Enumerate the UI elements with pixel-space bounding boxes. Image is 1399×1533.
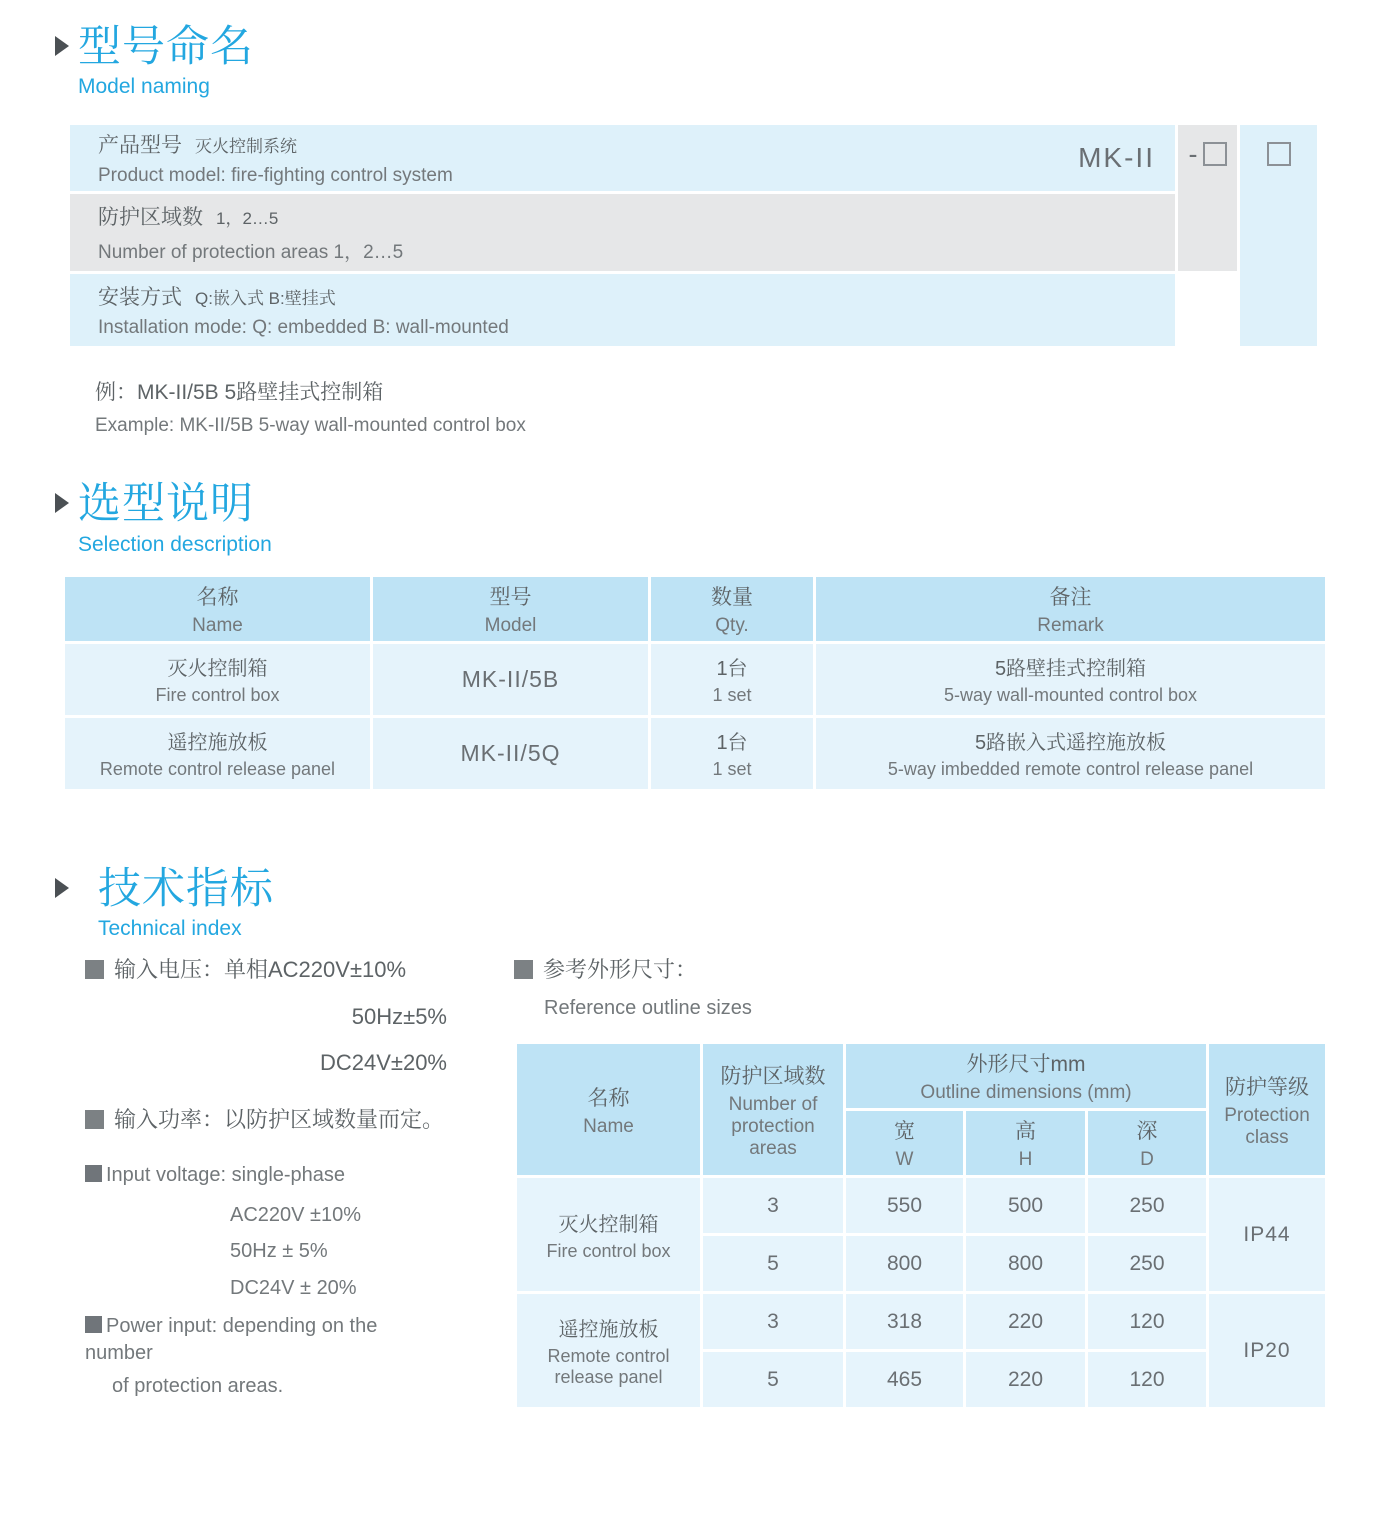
square-bullet-icon bbox=[85, 1110, 104, 1129]
qty-zh: 1台 bbox=[716, 732, 748, 755]
cell-qty bbox=[651, 644, 813, 715]
cell-qty bbox=[651, 718, 813, 789]
model-value: MK-II/5Q bbox=[460, 739, 561, 766]
row-labels bbox=[98, 201, 403, 264]
cell-height: 800 bbox=[966, 1236, 1085, 1291]
model-naming-header bbox=[55, 24, 1399, 99]
technical-titles bbox=[98, 866, 274, 941]
header-en: W bbox=[895, 1149, 914, 1171]
spec-voltage-dc24-zh: DC24V±20% bbox=[319, 1050, 447, 1076]
cell-height: 500 bbox=[966, 1178, 1085, 1233]
col-header-depth bbox=[1088, 1111, 1206, 1175]
cell-name bbox=[65, 718, 370, 789]
model-code: MK-II bbox=[1078, 142, 1155, 174]
col-header-remark bbox=[816, 577, 1325, 641]
label-main: 安装方式 bbox=[98, 286, 182, 310]
header-zh: 名称 bbox=[196, 585, 239, 609]
row-label-zh bbox=[98, 281, 509, 311]
cell-protection-class: IP44 bbox=[1209, 1178, 1325, 1291]
label-desc: Q:嵌入式 B:壁挂式 bbox=[195, 289, 336, 309]
name-en: Remote control release panel bbox=[547, 1346, 670, 1388]
selection-titles bbox=[78, 481, 272, 556]
name-en: Fire control box bbox=[546, 1240, 671, 1261]
header-zh: 备注 bbox=[1049, 585, 1092, 609]
section-marker-icon bbox=[55, 493, 69, 513]
diagram-row-product-model bbox=[70, 125, 1175, 191]
placeholder-box-icon bbox=[1203, 142, 1227, 166]
col-header-name bbox=[517, 1044, 700, 1175]
section-title-zh: 型号命名 bbox=[78, 23, 254, 71]
header-zh: 名称 bbox=[587, 1086, 630, 1110]
row-labels bbox=[98, 281, 509, 339]
model-value: MK-II/5B bbox=[461, 665, 560, 692]
header-en: Number of protection areas bbox=[728, 1093, 818, 1159]
header-en: D bbox=[1140, 1149, 1154, 1171]
spec-voltage-dc24-en: DC24V ± 20% bbox=[230, 1277, 357, 1300]
dimensions-header-row-1 bbox=[517, 1044, 1325, 1108]
cell-areas: 5 bbox=[703, 1352, 843, 1407]
name-zh: 遥控施放板 bbox=[558, 1319, 659, 1342]
technical-header bbox=[55, 866, 1399, 941]
name-zh: 灭火控制箱 bbox=[558, 1213, 659, 1236]
header-en: H bbox=[1018, 1149, 1033, 1171]
label-main: 防护区域数 bbox=[98, 206, 203, 230]
spec-text: 输入电压：单相AC220V±10% bbox=[114, 957, 407, 983]
header-en: Name bbox=[192, 614, 243, 636]
remark-en: 5-way imbedded remote control release panel bbox=[887, 759, 1254, 780]
cell-protection-class: IP20 bbox=[1209, 1294, 1325, 1407]
cell-areas: 3 bbox=[703, 1294, 843, 1349]
spec-voltage-50hz-zh: 50Hz±5% bbox=[351, 1004, 447, 1030]
name-en: Remote control release panel bbox=[99, 759, 336, 780]
section-title-zh: 选型说明 bbox=[78, 480, 254, 529]
row-label-en: Number of protection areas 1，2…5 bbox=[98, 242, 404, 264]
diagram-row-installation-mode bbox=[70, 274, 1175, 346]
header-zh: 宽 bbox=[894, 1120, 915, 1144]
cell-remark bbox=[816, 718, 1325, 789]
cell-model bbox=[373, 718, 648, 789]
cell-height: 220 bbox=[966, 1352, 1085, 1407]
dimensions-table bbox=[514, 1041, 1328, 1410]
table-row bbox=[65, 644, 1325, 715]
row-label-zh bbox=[98, 129, 453, 159]
header-en: Name bbox=[583, 1115, 634, 1137]
header-zh: 深 bbox=[1136, 1120, 1158, 1144]
col-header-outline-dimensions bbox=[846, 1044, 1206, 1108]
label-desc: 灭火控制系统 bbox=[195, 137, 297, 157]
reference-sizes bbox=[514, 955, 1328, 1410]
qty-zh: 1台 bbox=[716, 658, 748, 681]
col-header-protection-class bbox=[1209, 1044, 1325, 1175]
placeholder-box-icon bbox=[1267, 142, 1291, 166]
header-zh: 型号 bbox=[489, 585, 532, 609]
row-label-zh bbox=[98, 201, 403, 231]
dash-glyph: - bbox=[1188, 139, 1198, 170]
qty-en: 1 set bbox=[712, 759, 752, 780]
header-en: Qty. bbox=[715, 614, 749, 636]
cell-name bbox=[517, 1294, 700, 1407]
example-zh: 例：MK-II/5B 5路壁挂式控制箱 bbox=[95, 381, 384, 405]
technical-content bbox=[0, 955, 1399, 1455]
col-header-qty bbox=[651, 577, 813, 641]
cell-width: 318 bbox=[846, 1294, 963, 1349]
diagram-row-protection-areas bbox=[70, 194, 1175, 271]
square-bullet-icon bbox=[85, 1316, 102, 1333]
cell-depth: 250 bbox=[1088, 1236, 1206, 1291]
datasheet-page bbox=[0, 24, 1399, 1533]
spec-input-power-zh bbox=[85, 1105, 447, 1135]
cell-remark bbox=[816, 644, 1325, 715]
ref-outline-en: Reference outline sizes bbox=[544, 997, 752, 1020]
col-header-name bbox=[65, 577, 370, 641]
example-en: Example: MK-II/5B 5-way wall-mounted control box bbox=[95, 415, 526, 437]
cell-width: 800 bbox=[846, 1236, 963, 1291]
square-bullet-icon bbox=[85, 960, 104, 979]
label-main: 产品型号 bbox=[98, 134, 182, 158]
spec-input-power-en bbox=[85, 1313, 447, 1367]
header-en: Remark bbox=[1037, 614, 1104, 636]
diagram-mode-connector bbox=[1240, 125, 1317, 346]
row-label-en: Product model: fire-fighting control system bbox=[98, 165, 453, 187]
section-marker-icon bbox=[55, 36, 69, 56]
spec-text: 参考外形尺寸： bbox=[543, 957, 698, 983]
section-title-en: Selection description bbox=[78, 532, 272, 556]
table-row bbox=[517, 1294, 1325, 1349]
model-naming-titles bbox=[78, 24, 254, 99]
cell-name bbox=[517, 1178, 700, 1291]
header-zh: 防护区域数 bbox=[720, 1064, 826, 1088]
header-en: Outline dimensions (mm) bbox=[920, 1082, 1132, 1104]
diagram-areas-connector bbox=[1178, 125, 1237, 271]
selection-header bbox=[55, 481, 1399, 556]
table-row bbox=[65, 718, 1325, 789]
table-row bbox=[517, 1178, 1325, 1233]
row-label-en: Installation mode: Q: embedded B: wall-mounted bbox=[98, 317, 509, 339]
selection-table-header-row bbox=[65, 577, 1325, 641]
technical-specs bbox=[85, 955, 447, 1400]
spec-text: Power input: depending on the number bbox=[85, 1315, 378, 1365]
selection-table bbox=[62, 574, 1328, 792]
label-desc: 1，2…5 bbox=[216, 209, 279, 229]
name-zh: 遥控施放板 bbox=[167, 732, 268, 755]
spec-input-power-en-cont: of protection areas. bbox=[112, 1375, 284, 1398]
header-zh: 数量 bbox=[711, 585, 753, 609]
cell-depth: 120 bbox=[1088, 1294, 1206, 1349]
section-marker-icon bbox=[55, 878, 69, 898]
model-example bbox=[95, 376, 1399, 437]
cell-areas: 3 bbox=[703, 1178, 843, 1233]
section-title-zh: 技术指标 bbox=[98, 864, 274, 913]
name-zh: 灭火控制箱 bbox=[167, 658, 268, 681]
cell-depth: 250 bbox=[1088, 1178, 1206, 1233]
col-header-protection-areas bbox=[703, 1044, 843, 1175]
spec-input-voltage-zh bbox=[85, 955, 447, 985]
model-naming-diagram bbox=[70, 125, 1317, 346]
header-en: Protection class bbox=[1224, 1104, 1310, 1148]
header-zh: 高 bbox=[1015, 1120, 1036, 1144]
cell-areas: 5 bbox=[703, 1236, 843, 1291]
cell-depth: 120 bbox=[1088, 1352, 1206, 1407]
section-title-en: Model naming bbox=[78, 75, 210, 99]
cell-name bbox=[65, 644, 370, 715]
remark-zh: 5路壁挂式控制箱 bbox=[994, 658, 1147, 681]
section-title-en: Technical index bbox=[98, 917, 242, 941]
name-en: Fire control box bbox=[155, 685, 280, 706]
remark-zh: 5路嵌入式遥控施放板 bbox=[974, 732, 1167, 755]
spec-text: Input voltage: single-phase bbox=[106, 1164, 346, 1187]
col-header-width bbox=[846, 1111, 963, 1175]
header-zh: 外形尺寸mm bbox=[966, 1053, 1086, 1077]
header-zh: 防护等级 bbox=[1225, 1075, 1310, 1099]
cell-width: 550 bbox=[846, 1178, 963, 1233]
spec-voltage-50hz-en: 50Hz ± 5% bbox=[230, 1240, 328, 1263]
row-labels bbox=[98, 129, 453, 187]
cell-model bbox=[373, 644, 648, 715]
qty-en: 1 set bbox=[712, 685, 752, 706]
header-en: Model bbox=[484, 614, 537, 636]
square-bullet-icon bbox=[514, 960, 533, 979]
spec-input-voltage-en bbox=[85, 1162, 447, 1189]
col-header-height bbox=[966, 1111, 1085, 1175]
col-header-model bbox=[373, 577, 648, 641]
cell-height: 220 bbox=[966, 1294, 1085, 1349]
spec-voltage-ac220-en: AC220V ±10% bbox=[230, 1204, 362, 1227]
ref-outline-zh bbox=[514, 955, 1328, 985]
remark-en: 5-way wall-mounted control box bbox=[943, 685, 1198, 706]
cell-width: 465 bbox=[846, 1352, 963, 1407]
square-bullet-icon bbox=[85, 1165, 102, 1182]
spec-text: 输入功率：以防护区域数量而定。 bbox=[114, 1107, 445, 1133]
